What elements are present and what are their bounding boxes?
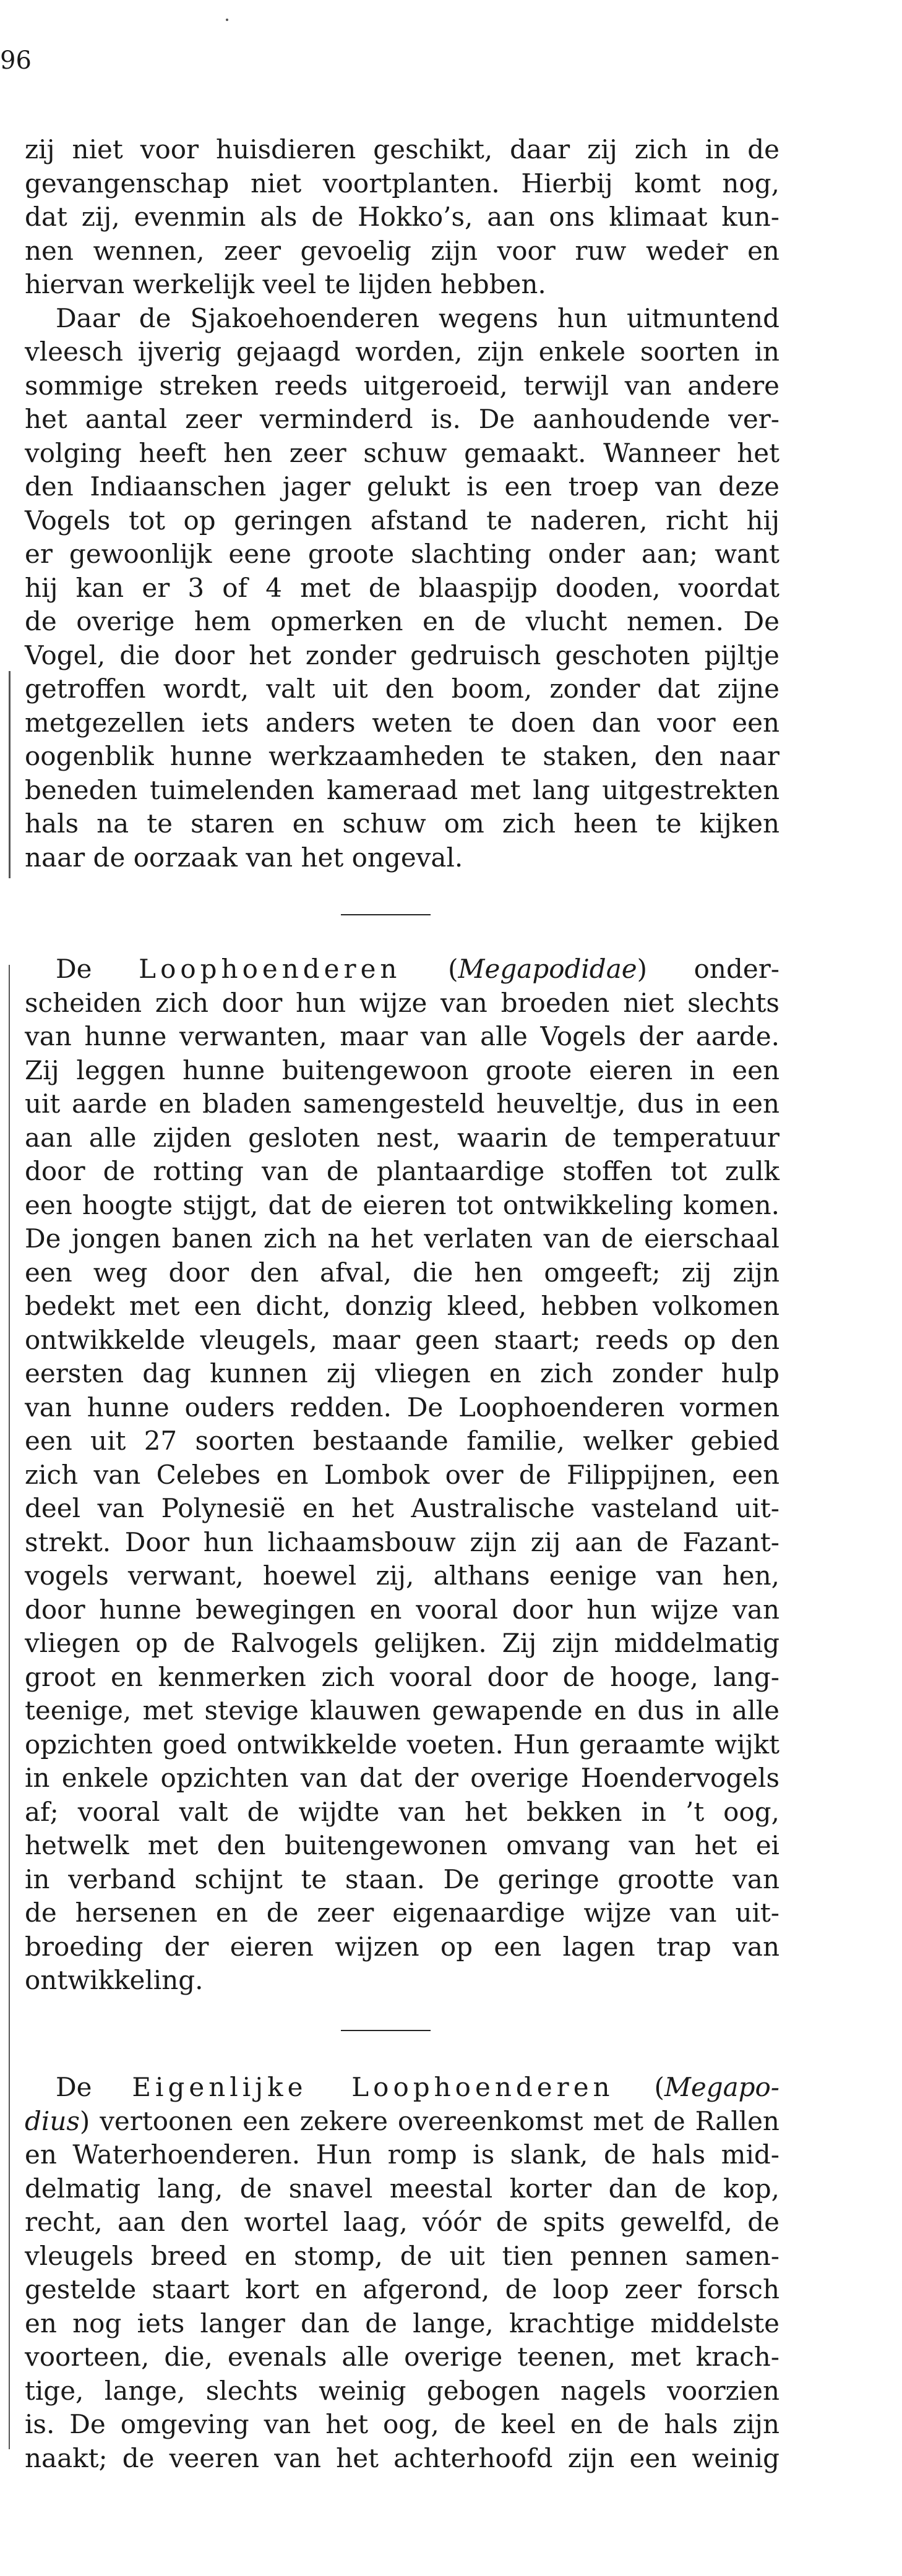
text-line: vogels verwant, hoewel zij, althans eenige van hen, — [25, 1560, 780, 1591]
latin-name: Megapo- — [664, 2072, 780, 2102]
margin-mark-bottom — [9, 965, 10, 2449]
text-line: er gewoonlijk eene groote slachting onder aan; want — [25, 539, 780, 569]
text-line: tige, lange, slechts weinig gebogen nagels voorzien — [25, 2375, 780, 2406]
text-line: aan alle zijden gesloten nest, waarin de temperatuur — [25, 1122, 780, 1153]
latin-name: Megapodidae — [458, 954, 637, 984]
text-line: uit aarde en bladen samengesteld heuveltje, dus in een — [25, 1089, 780, 1119]
heading-prefix: De — [56, 954, 92, 984]
speck — [226, 19, 228, 21]
text-line: en nog iets langer dan de lange, krachtige middelste — [25, 2308, 780, 2339]
text-line: zich van Celebes en Lombok over de Filippijnen, een — [25, 1459, 780, 1490]
text-line: hals na te staren en schuw om zich heen te kijken — [25, 808, 780, 839]
text-line: hiervan werkelijk veel te lijden hebben. — [25, 269, 546, 299]
text-line: zij niet voor huisdieren geschikt, daar zij zich in de — [25, 134, 780, 165]
text-line: een hoogte stijgt, dat de eieren tot ontwikkeling komen. — [25, 1189, 780, 1220]
heading-line-tail: vertoonen een zekere overeenkomst met de Rallen — [100, 2105, 780, 2136]
text-line: een weg door den afval, die hen omgeeft; zij zijn — [25, 1257, 780, 1288]
text-line: Zij leggen hunne buitengewoon groote eieren in een — [25, 1055, 780, 1085]
text-line: hetwelk met den buitengewonen omvang van het ei — [25, 1830, 780, 1860]
section-megapodius — [25, 2071, 780, 2475]
text-line: van hunne ouders redden. De Loophoenderen vormen — [25, 1392, 780, 1423]
text-line: ontwikkelde vleugels, maar geen staart; reeds op den — [25, 1324, 780, 1355]
text-line: broeding der eieren wijzen op een lagen trap van — [25, 1931, 780, 1962]
text-line: en Waterhoenderen. Hun romp is slank, de hals mid- — [25, 2139, 780, 2170]
section-divider-1 — [341, 914, 431, 915]
text-line: Daar de Sjakoehoenderen wegens hun uitmuntend — [56, 302, 780, 333]
section-megapodidae — [25, 952, 780, 1998]
text-line: bedekt met een dicht, donzig kleed, hebben volkomen — [25, 1291, 780, 1321]
latin-name-cont: dius — [25, 2105, 80, 2136]
text-line: metgezellen iets anders weten te doen dan voor een — [25, 707, 780, 738]
text-line: is. De omgeving van het oog, de keel en de hals zijn — [25, 2409, 780, 2439]
text-line: dat zij, evenmin als de Hokko’s, aan ons klimaat kun- — [25, 202, 780, 232]
text-line: recht, aan den wortel laag, vóór de spits gewelfd, de — [25, 2207, 780, 2237]
heading-line-tail: onder- — [694, 954, 780, 984]
paragraph-body — [25, 986, 780, 1998]
text-line: Vogels tot op geringen afstand te naderen, richt hij — [25, 505, 780, 536]
text-line: groot en kenmerken zich vooral door de hooge, lang- — [25, 1661, 780, 1692]
text-line: volging heeft hen zeer schuw gemaakt. Wanneer het — [25, 437, 780, 468]
paragraph-continuation — [25, 133, 780, 875]
text-line: getroffen wordt, valt uit den boom, zonder dat zijne — [25, 674, 780, 704]
text-line: sommige streken reeds uitgeroeid, terwijl van andere — [25, 370, 780, 401]
text-line: voorteen, die, evenals alle overige teenen, met krach- — [25, 2342, 780, 2372]
text-line: van hunne verwanten, maar van alle Vogels der aarde. — [25, 1021, 780, 1051]
text-line: gevangenschap niet voortplanten. Hierbij komt nog, — [25, 168, 780, 199]
text-line: De jongen banen zich na het verlaten van de eierschaal — [25, 1223, 780, 1254]
text-line: vliegen op de Ralvogels gelijken. Zij zijn middelmatig — [25, 1628, 780, 1658]
text-line: hij kan er 3 of 4 met de blaaspijp dooden, voordat — [25, 572, 780, 603]
section-heading-line: De Loophoenderen (Megapodidae) onder- — [56, 954, 780, 984]
text-line: naar de oorzaak van het ongeval. — [25, 842, 463, 873]
section-continuation — [25, 133, 780, 875]
margin-mark-top — [9, 671, 11, 878]
text-line: ontwikkeling. — [25, 1965, 204, 1995]
text-line: een uit 27 soorten bestaande familie, welker gebied — [25, 1426, 780, 1456]
text-line: opzichten goed ontwikkelde voeten. Hun geraamte wijkt — [25, 1729, 780, 1760]
text-line: in enkele opzichten van dat der overige Hoendervogels — [25, 1763, 780, 1793]
text-line: nen wennen, zeer gevoelig zijn voor ruw weder en — [25, 235, 780, 266]
text-line: vleesch ijverig gejaagd worden, zijn enkele soorten in — [25, 336, 780, 367]
text-line: door hunne bewegingen en vooral door hun wijze van — [25, 1594, 780, 1625]
section-divider-2 — [341, 2030, 431, 2031]
text-line: in verband schijnt te staan. De geringe grootte van — [25, 1864, 780, 1894]
text-line: het aantal zeer verminderd is. De aanhoudende ver- — [25, 404, 780, 434]
text-line: teenige, met stevige klauwen gewapende en dus in alle — [25, 1695, 780, 1726]
text-line: de overige hem opmerken en de vlucht nemen. De — [25, 606, 780, 636]
text-line: deel van Polynesië en het Australische vasteland uit- — [25, 1493, 780, 1523]
text-line: door de rotting van de plantaardige stoffen tot zulk — [25, 1156, 780, 1186]
text-line: scheiden zich door hun wijze van broeden niet slechts — [25, 987, 780, 1018]
paragraph-body — [25, 2138, 780, 2475]
text-line: strekt. Door hun lichaamsbouw zijn zij aan de Fazant- — [25, 1526, 780, 1557]
text-line: af; vooral valt de wijdte van het bekken in ’t oog, — [25, 1796, 780, 1827]
text-line: delmatig lang, de snavel meestal korter dan de kop, — [25, 2173, 780, 2204]
text-line: vleugels breed en stomp, de uit tien pennen samen- — [25, 2240, 780, 2271]
text-line: naakt; de veeren van het achterhoofd zijn een weinig — [25, 2442, 780, 2473]
text-line: den Indiaanschen jager gelukt is een troep van deze — [25, 471, 780, 502]
section-heading: Loophoenderen — [139, 954, 402, 984]
text-line: gestelde staart kort en afgerond, de loop zeer forsch — [25, 2274, 780, 2304]
text-line: beneden tuimelenden kameraad met lang uitgestrekten — [25, 774, 780, 805]
text-line: Vogel, die door het zonder gedruisch geschoten pijltje — [25, 640, 780, 670]
heading-prefix: De — [56, 2072, 92, 2102]
page-number: 96 — [0, 46, 32, 75]
section-heading-line-2: dius) vertoonen een zekere overeenkomst met de Rallen — [25, 2105, 780, 2136]
text-line: oogenblik hunne werkzaamheden te staken, den naar — [25, 741, 780, 771]
text-line: de hersenen en de zeer eigenaardige wijze van uit- — [25, 1898, 780, 1928]
section-heading-line: De Eigenlijke Loophoenderen (Megapo- — [56, 2072, 780, 2102]
text-line: eersten dag kunnen zij vliegen en zich zonder hulp — [25, 1358, 780, 1389]
section-heading: Eigenlijke Loophoenderen — [132, 2072, 614, 2102]
